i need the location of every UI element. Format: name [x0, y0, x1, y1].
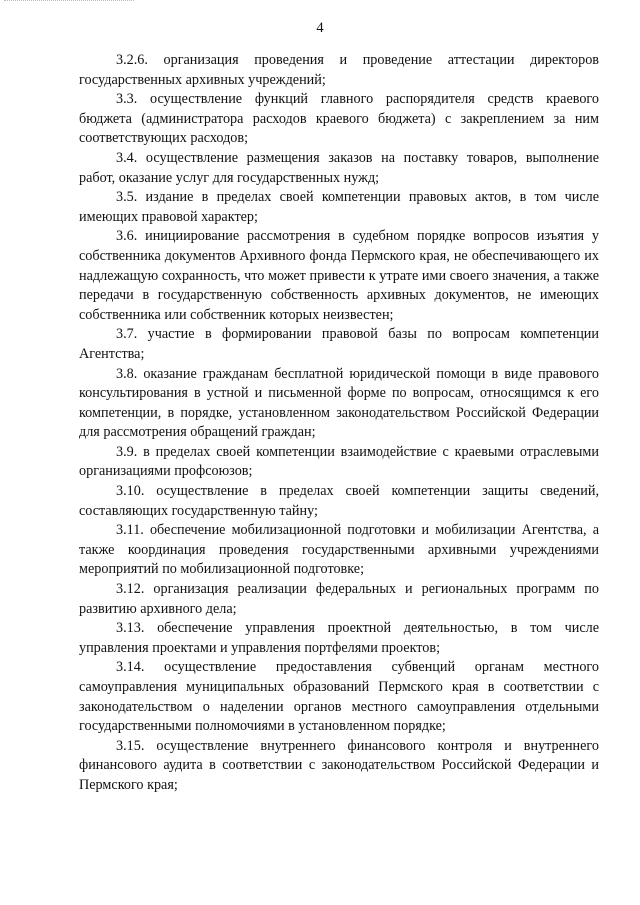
paragraph-3-15: 3.15. осуществление внутреннего финансового контроля и внутреннего финансового аудита в соответствии с законодательством Российской Федерации и Пермского края; — [79, 737, 599, 793]
paragraph-3-2-6: 3.2.6. организация проведения и проведение аттестации директоров государственных архивных учреждений; — [79, 52, 599, 88]
page-number: 4 — [316, 20, 324, 36]
paragraph-3-9: 3.9. в пределах своей компетенции взаимодействие с краевыми отраслевыми организациями профсоюзов; — [79, 443, 599, 480]
paragraph-3-6: 3.6. инициирование рассмотрения в судебном порядке вопросов изъятия у собственника документов Архивного фонда Пермского края, не обеспечивающего их надлежащую сохранность, что может привести к утрате ими своего значения, а также передачи в государственную собственность архивных документов, не имеющих собственника или собственник которых неизвестен; — [79, 228, 599, 323]
paragraph-3-7: 3.7. участие в формировании правовой базы по вопросам компетенции Агентства; — [79, 326, 599, 362]
paragraph-3-13: 3.13. обеспечение управления проектной деятельностью, в том числе управления проектами и управления портфелями проектов; — [79, 620, 599, 656]
paragraph-3-10: 3.10. осуществление в пределах своей компетенции защиты сведений, составляющих государственную тайну; — [79, 483, 599, 519]
paragraph-3-12: 3.12. организация реализации федеральных и региональных программ по развитию архивного дела; — [79, 581, 599, 617]
paragraph-3-5: 3.5. издание в пределах своей компетенции правовых актов, в том числе имеющих правовой характер; — [79, 189, 599, 225]
paragraph-3-3: 3.3. осуществление функций главного распорядителя средств краевого бюджета (администратора расходов краевого бюджета) с закреплением за ним соответствующих расходов; — [79, 91, 599, 147]
paragraph-3-4: 3.4. осуществление размещения заказов на поставку товаров, выполнение работ, оказание услуг для государственных нужд; — [79, 149, 599, 186]
paragraph-3-11: 3.11. обеспечение мобилизационной подготовки и мобилизации Агентства, а также координация проведения государственными архивными учреждениями мероприятий по мобилизационной подготовке; — [79, 522, 599, 578]
paragraph-3-8: 3.8. оказание гражданам бесплатной юридической помощи в виде правового консультирования в устной и письменной форме по вопросам, относящимся к его компетенции, в порядке, установленном законодательством Российской Федерации для рассмотрения обращений граждан; — [79, 365, 599, 441]
paragraph-3-14: 3.14. осуществление предоставления субвенций органам местного самоуправления муниципальных образований Пермского края в соответствии с законодательством о наделении органов местного самоуправления отдельными государственными полномочиями в установленном порядке; — [79, 659, 599, 735]
document-body — [79, 51, 599, 796]
scan-edge-mark — [4, 0, 134, 4]
